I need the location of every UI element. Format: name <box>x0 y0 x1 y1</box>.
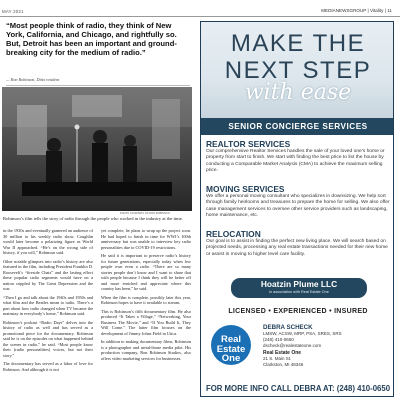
realtor-services-text: Our comprehensive Realtor Services handles the sale of your loved one’s home or property from start to finish. We start with finding the best price to list the house by conducting a Comparable Market Analysis (CMA) to achieve the maximum selling price. <box>206 149 385 173</box>
header-divider <box>0 16 400 17</box>
tagline: LICENSED • EXPERIENCED • INSURED <box>228 308 368 315</box>
hero-headline-line-2: NEXT STEP <box>224 57 372 84</box>
paragraph: When the film is complete, possibly later this year, Robinson hopes to have it available to stream. <box>101 294 191 305</box>
paragraph: He said it is important to preserve radio’s history for future generations, especially today when few people own even a radio. “There are so many stories people don’t know and I want to share that with people because I think they will be better off and more enriched and appreciate where this country has been,” he said. <box>101 253 191 291</box>
agent-contact-card <box>263 324 393 368</box>
call-to-action: FOR MORE INFO CALL DEBRA AT: (248) 410-0650 <box>205 384 391 393</box>
pull-quote: “Most people think of radio, they think of New York, California, and Chicago, and rightfully so. But, Detroit has been an important and ground-breaking city for the medium of radio.” <box>6 21 177 57</box>
agent-address-line-1: 21 S. Main St. <box>263 356 292 362</box>
logo-line-1: Real <box>220 334 242 345</box>
moving-services-text: We offer a personal moving consultant who specializes in downsizing. We help sort through family heirlooms and treasures to prepare the home for selling. We also offer case management services to oversee other service providers such as landscaping, home maintenance, etc. <box>206 194 390 218</box>
realtor-services-heading: REALTOR SERVICES <box>206 139 291 149</box>
logo-line-2: Estate <box>216 343 246 355</box>
paragraph: in the 1930s and eventually garnered an audience of 30 million to his weekly radio show. Coughlin would later become a polarizing figure as World War II approached. “He’s on the wrong side of history, if you will,” Robinson said. <box>3 228 93 255</box>
realtor-advertisement <box>200 21 394 397</box>
agent-name: DEBRA SCHECK <box>263 324 313 331</box>
article-column-1 <box>3 228 93 375</box>
hero-headline-line-1: MAKE THE <box>230 30 366 57</box>
photo-illustration <box>2 87 192 211</box>
paragraph: “Then I go and talk about the 1940s and 1950s and what film and the Beatles mean to radio. There’s a part about how radio changed when TV became the mainstay in everybody’s home,” Robinson said. <box>3 294 93 316</box>
team-name: Hoatzin Plume LLC <box>260 279 338 289</box>
paragraph: The documentary has served as a labor of love for Robinson. And although it is not <box>3 361 93 372</box>
services-banner: SENIOR CONCIERGE SERVICES <box>201 118 394 135</box>
agent-credentials: LMSW, ACSW, MRP, PSA, SRES, SRS <box>263 331 342 337</box>
hero-script-text: with ease <box>244 80 352 105</box>
section-name: Vitality <box>370 8 384 13</box>
relocation-text: Our goal is to assist in finding the perfect new living place. We will search based on projected needs, processing any real estate transactions needed for their new home or assist in moving to higher level care facility. <box>206 239 388 257</box>
page-header: MEDIANEWSGROUP | Vitality | 11 <box>321 8 392 13</box>
agent-email[interactable]: dscheck@realestateone.com <box>263 342 322 348</box>
page-number: 11 <box>387 8 392 13</box>
quote-attribution: — Ron Robinson, Ditto resident <box>6 77 60 82</box>
paragraph: yet complete, he plans to wrap up the project soon. He had hoped to finish in time for WWJ’s 100th anniversary but was unable to interview key radio personalities due to COVID-19 restrictions. <box>101 228 191 250</box>
real-estate-one-logo <box>211 325 251 365</box>
relocation-heading: RELOCATION <box>206 229 261 239</box>
photo-caption: Robinson’s film tells the story of radio through the people who worked in the industry at the time. <box>3 216 183 221</box>
ad-hero-image <box>201 22 394 118</box>
paragraph: Other notable glimpses into radio’s history are also featured in the film, including President Franklin D. Roosevelt’s “fireside Chats” and the lasting effect these popular radio segments would have on a nation crippled by The Great Depression and the war. <box>3 258 93 291</box>
agent-phone[interactable]: (248) 410-0650 <box>263 337 294 342</box>
team-affiliation: in association with Real Estate One <box>269 290 329 294</box>
paragraph: This is Robinson’s fifth documentary film. He also produced “It Takes a Village,” “Networking, Your Business The Movie,” and “If You Build It, They Will Come.” The latter film focuses on the development of Jimmy Johns Field in Utica. <box>101 308 191 336</box>
paragraph: In addition to making documentary films, Robinson is a photographer and aerial/drone media pilot. His production company, Ron Robinson Studios, also offers video marketing services for businesses. <box>101 339 191 361</box>
agent-address-line-2: Clarkston, MI 48346 <box>263 362 304 368</box>
moving-services-heading: MOVING SERVICES <box>206 184 285 194</box>
article-column-2 <box>101 228 191 364</box>
team-name-badge <box>231 278 367 298</box>
publisher-name: MEDIANEWSGROUP <box>321 8 367 13</box>
paragraph: Robinson’s podcast “Radio Days” delves into the history of radio as well and has served as a promotional piece for the documentary. Robinson said he is on the episodes on what happened behind the scenes in radio,” he said. “Most people know their (radio personalities) voices, but not their story.” <box>3 319 93 358</box>
logo-line-3: One <box>221 353 241 364</box>
quote-divider <box>6 85 190 86</box>
agent-company: Real Estate One <box>263 349 302 356</box>
archival-radio-studio-photo <box>2 87 192 211</box>
issue-date: MAY 2021 <box>2 9 24 14</box>
photo-credit: PHOTO COURTESY OF RON ROBINSON <box>120 212 170 215</box>
